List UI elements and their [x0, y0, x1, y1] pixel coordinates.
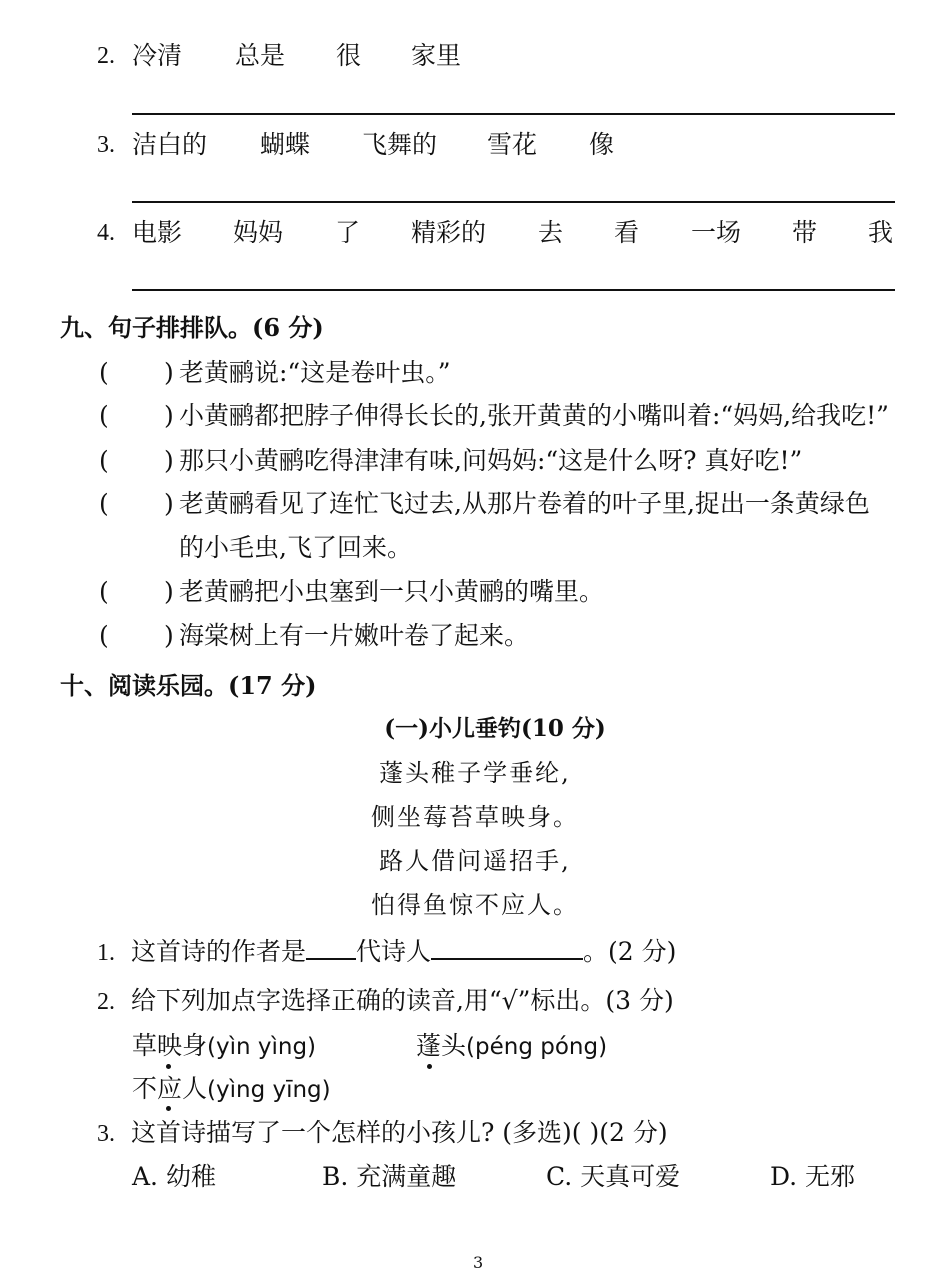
close-paren: )	[164, 401, 174, 430]
word: 很	[336, 41, 362, 70]
sentence-continuation: 的小毛虫,飞了回来。	[179, 533, 412, 562]
question-number: 2.	[97, 989, 115, 1015]
word: 冷清	[132, 41, 183, 70]
option-b[interactable]: B. 充满童趣	[322, 1162, 457, 1191]
order-blank[interactable]	[132, 400, 166, 432]
word: 妈妈	[233, 218, 284, 247]
word: 电影	[132, 218, 183, 247]
pinyin-options[interactable]: (péng póng)	[466, 1034, 608, 1060]
choice-word: 不应人	[132, 1074, 208, 1103]
open-paren: (	[99, 358, 109, 387]
word: 像	[589, 130, 615, 159]
item-number: 3.	[97, 132, 115, 158]
sentence-text: 老黄鹂看见了连忙飞过去,从那片卷着的叶子里,捉出一条黄绿色	[179, 489, 870, 518]
answer-line[interactable]	[132, 113, 895, 115]
poet-blank[interactable]	[431, 934, 583, 960]
question-text: 代诗人	[355, 937, 431, 966]
emphasis-dot	[427, 1064, 432, 1069]
question-1	[97, 934, 676, 969]
word: 雪花	[487, 130, 538, 159]
word: 总是	[235, 41, 286, 70]
poem-line: 路人借问遥招手,	[379, 847, 571, 875]
close-paren: )	[164, 621, 174, 650]
word: 蝴蝶	[260, 130, 311, 159]
word: 看	[614, 218, 640, 247]
emphasis-dot	[166, 1064, 171, 1069]
answer-line[interactable]	[132, 201, 895, 203]
question-number: 3.	[97, 1121, 115, 1147]
poem-line: 怕得鱼惊不应人。	[371, 891, 579, 919]
sentence-text: 海棠树上有一片嫩叶卷了起来。	[179, 621, 530, 650]
section-10-title: 十、阅读乐园。(17 分)	[60, 671, 317, 700]
dynasty-blank[interactable]	[306, 934, 356, 960]
open-paren: (	[99, 489, 109, 518]
pinyin-choice	[132, 1073, 331, 1106]
question-text: 这首诗描写了一个怎样的小孩儿? (多选)( )(2 分)	[130, 1118, 668, 1147]
order-blank[interactable]	[132, 488, 166, 520]
word: 家里	[411, 41, 462, 70]
word: 去	[538, 218, 564, 247]
sentence-text: 老黄鹂把小虫塞到一只小黄鹂的嘴里。	[179, 577, 605, 606]
order-blank[interactable]	[132, 357, 166, 389]
word: 带	[792, 218, 818, 247]
page-number: 3	[473, 1253, 484, 1272]
question-text: 给下列加点字选择正确的读音,用“√”标出。(3 分)	[130, 986, 674, 1015]
answer-line[interactable]	[132, 289, 895, 291]
word: 精彩的	[411, 218, 487, 247]
sentence-text: 小黄鹂都把脖子伸得长长的,张开黄黄的小嘴叫着:“妈妈,给我吃!”	[179, 401, 889, 430]
poem-line: 蓬头稚子学垂纶,	[379, 759, 571, 787]
question-text: 。(2 分)	[582, 937, 677, 966]
pinyin-options[interactable]: (yìn yìng)	[207, 1034, 317, 1060]
pinyin-choice	[132, 1030, 316, 1063]
open-paren: (	[99, 621, 109, 650]
sentence-text: 那只小黄鹂吃得津津有味,问妈妈:“这是什么呀? 真好吃!”	[179, 446, 803, 475]
item-number: 2.	[97, 43, 115, 69]
word: 我	[868, 218, 894, 247]
option-c[interactable]: C. 天真可爱	[546, 1162, 681, 1191]
question-2	[97, 985, 674, 1018]
word: 飞舞的	[362, 130, 438, 159]
question-text: 这首诗的作者是	[130, 937, 306, 966]
close-paren: )	[164, 358, 174, 387]
choice-word: 草映身	[132, 1031, 208, 1060]
word: 了	[335, 218, 361, 247]
poem-title: (一)小儿垂钓(10 分)	[384, 715, 606, 742]
option-a[interactable]: A. 幼稚	[132, 1162, 216, 1191]
sentence-text: 老黄鹂说:“这是卷叶虫。”	[179, 358, 451, 387]
item-number: 4.	[97, 220, 115, 246]
pinyin-choice	[416, 1030, 607, 1063]
section-9-title: 九、句子排排队。(6 分)	[60, 313, 324, 342]
choice-word: 蓬头	[416, 1031, 467, 1060]
order-blank[interactable]	[132, 445, 166, 477]
open-paren: (	[99, 446, 109, 475]
question-3	[97, 1117, 668, 1150]
open-paren: (	[99, 577, 109, 606]
question-number: 1.	[97, 940, 115, 966]
pinyin-options[interactable]: (yìng yīng)	[207, 1077, 331, 1103]
close-paren: )	[164, 446, 174, 475]
option-d[interactable]: D. 无邪	[770, 1162, 856, 1191]
poem-line: 侧坐莓苔草映身。	[371, 803, 579, 831]
emphasis-dot	[166, 1106, 171, 1111]
order-blank[interactable]	[132, 620, 166, 652]
word: 洁白的	[132, 130, 208, 159]
open-paren: (	[99, 401, 109, 430]
word: 一场	[691, 218, 742, 247]
close-paren: )	[164, 489, 174, 518]
close-paren: )	[164, 577, 174, 606]
order-blank[interactable]	[132, 576, 166, 608]
